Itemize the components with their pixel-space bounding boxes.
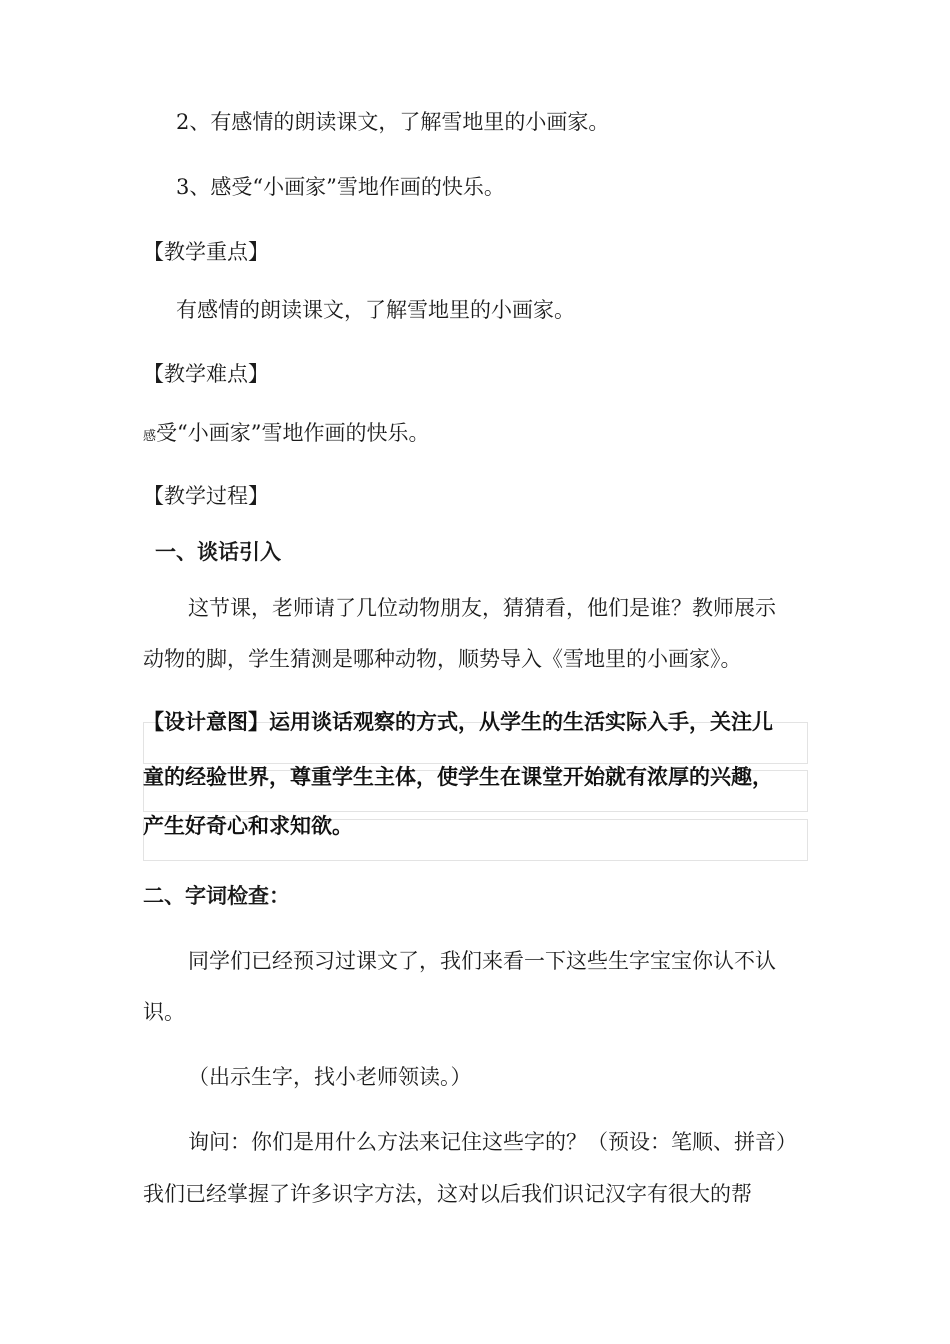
objective-item-3: 3、感受“小画家”雪地作画的快乐。 (176, 175, 505, 199)
section1-title: 一、谈话引入 (155, 540, 281, 564)
section2-note: （出示生字，找小老师领读。） (188, 1065, 472, 1089)
section2-question-line2: 我们已经掌握了许多识字方法，这对以后我们识记汉字有很大的帮 (143, 1182, 752, 1206)
key-point-heading: 【教学重点】 (143, 240, 269, 264)
difficulty-heading: 【教学难点】 (143, 362, 269, 386)
design-intent-line1: 【设计意图】运用谈话观察的方式，从学生的生活实际入手，关注儿 (143, 710, 773, 734)
process-heading: 【教学过程】 (143, 484, 269, 508)
objective-item-2: 2、有感情的朗读课文，了解雪地里的小画家。 (176, 110, 610, 134)
section2-question-line1: 询问：你们是用什么方法来记住这些字的？（预设：笔顺、拼音） (188, 1130, 797, 1154)
section2-paragraph-line1: 同学们已经预习过课文了，我们来看一下这些生字宝宝你认不认 (188, 949, 776, 973)
section2-title: 二、字词检查： (143, 884, 290, 908)
difficulty-first-char: 感 (143, 429, 157, 444)
difficulty-text-rest: 受“小画家”雪地作画的快乐。 (156, 421, 430, 445)
section1-paragraph-line1: 这节课，老师请了几位动物朋友，猜猜看，他们是谁？教师展示 (188, 596, 776, 620)
design-intent-line2: 童的经验世界，尊重学生主体，使学生在课堂开始就有浓厚的兴趣， (143, 765, 773, 789)
design-intent-line3: 产生好奇心和求知欲。 (143, 814, 353, 838)
difficulty-text (143, 419, 430, 451)
key-point-text: 有感情的朗读课文，了解雪地里的小画家。 (176, 298, 575, 322)
section1-paragraph-line2: 动物的脚，学生猜测是哪种动物，顺势导入《雪地里的小画家》。 (143, 647, 742, 671)
section2-paragraph-line2: 识。 (143, 1000, 185, 1024)
